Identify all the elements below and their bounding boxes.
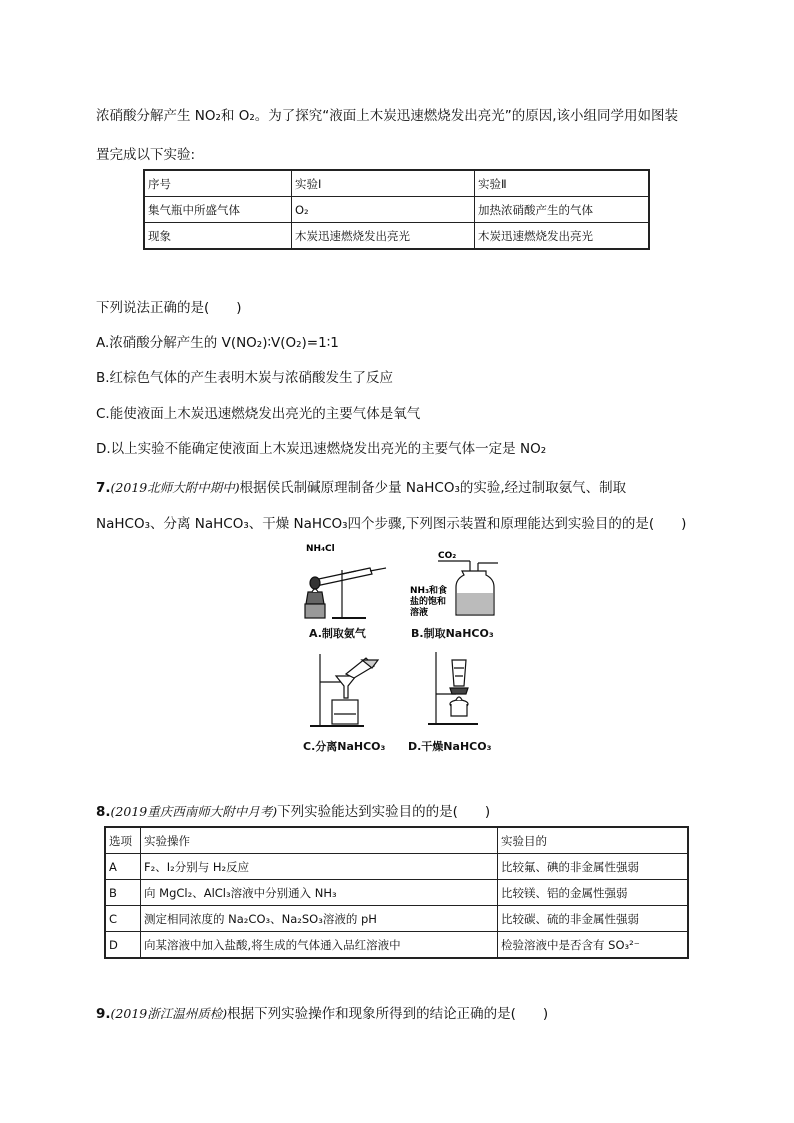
q6-option-d: D.以上实验不能确定使液面上木炭迅速燃烧发出亮光的主要气体一定是 NO₂ [96, 441, 547, 457]
figure-b-label-3: 溶液 [410, 608, 429, 618]
table-row [144, 170, 649, 197]
table-cell: 检验溶液中是否含有 SO₃²⁻ [498, 932, 689, 959]
intro-line-2: 置完成以下实验: [96, 147, 196, 163]
table-cell: 集气瓶中所盛气体 [144, 197, 292, 223]
table-cell: 木炭迅速燃烧发出亮光 [292, 223, 475, 250]
figure-b-label-2: 盐的饱和 [410, 597, 447, 607]
question-source: (2019重庆西南师大附中月考) [110, 804, 278, 819]
table-cell: 测定相同浓度的 Na₂CO₃、Na₂SO₃溶液的 pH [141, 906, 498, 932]
table-cell: 木炭迅速燃烧发出亮光 [475, 223, 650, 250]
table-cell: 实验目的 [498, 827, 689, 854]
table-cell: B [105, 880, 141, 906]
table-cell: O₂ [292, 197, 475, 223]
figure-c-caption: C.分离NaHCO₃ [303, 740, 386, 753]
table-row [105, 932, 688, 959]
question-source: (2019浙江温州质检) [110, 1006, 228, 1021]
q6-stem: 下列说法正确的是( ) [96, 300, 242, 316]
q8-stem [96, 800, 490, 820]
question-number: 8. [96, 804, 111, 820]
table-cell: C [105, 906, 141, 932]
table-cell: 比较碳、硫的非金属性强弱 [498, 906, 689, 932]
question-number: 9. [96, 1006, 111, 1022]
table-row [105, 906, 688, 932]
question-number: 7. [96, 480, 111, 496]
table-cell: 实验Ⅰ [292, 170, 475, 197]
table-cell: 比较镁、铝的金属性强弱 [498, 880, 689, 906]
figure-a-apparatus [296, 540, 396, 622]
figure-a-caption: A.制取氨气 [309, 627, 366, 640]
table-row [105, 880, 688, 906]
table-cell: 实验Ⅱ [475, 170, 650, 197]
q6-option-a: A.浓硝酸分解产生的 V(NO₂)∶V(O₂)=1∶1 [96, 335, 339, 351]
figure-d-caption: D.干燥NaHCO₃ [408, 740, 492, 753]
q6-option-b: B.红棕色气体的产生表明木炭与浓硝酸发生了反应 [96, 370, 394, 386]
q8-table [104, 826, 689, 959]
q6-option-c: C.能使液面上木炭迅速燃烧发出亮光的主要气体是氧气 [96, 406, 421, 422]
figure-b-gas-label: CO₂ [438, 551, 457, 561]
experiment-table [143, 169, 650, 250]
table-cell: 向某溶液中加入盐酸,将生成的气体通入品红溶液中 [141, 932, 498, 959]
intro-line-1: 浓硝酸分解产生 NO₂和 O₂。为了探究“液面上木炭迅速燃烧发出亮光”的原因,该小组同学用如图装 [96, 108, 679, 124]
table-cell: 现象 [144, 223, 292, 250]
figure-b-caption: B.制取NaHCO₃ [411, 627, 494, 640]
question-source: (2019北师大附中期中) [110, 480, 240, 495]
table-cell: F₂、I₂分别与 H₂反应 [141, 854, 498, 880]
q7-stem-line-1 [96, 476, 626, 496]
q9-stem [96, 1002, 548, 1022]
question-stem: 根据侯氏制碱原理制备少量 NaHCO₃的实验,经过制取氨气、制取 [239, 480, 627, 496]
figure-a-label: NH₄Cl [306, 544, 335, 554]
table-cell: A [105, 854, 141, 880]
table-cell: 实验操作 [141, 827, 498, 854]
question-stem: 下列实验能达到实验目的的是( ) [277, 804, 491, 820]
figure-b-apparatus [408, 547, 508, 623]
q7-stem-line-2: NaHCO₃、分离 NaHCO₃、干燥 NaHCO₃四个步骤,下列图示装置和原理能达到实验目的的是( ) [96, 516, 687, 532]
question-stem: 根据下列实验操作和现象所得到的结论正确的是( ) [227, 1006, 549, 1022]
table-cell: 比较氟、碘的非金属性强弱 [498, 854, 689, 880]
table-cell: 向 MgCl₂、AlCl₃溶液中分别通入 NH₃ [141, 880, 498, 906]
figure-b-label-1: NH₃和食 [410, 586, 448, 596]
table-cell: 序号 [144, 170, 292, 197]
table-cell: 选项 [105, 827, 141, 854]
table-row [105, 827, 688, 854]
table-row [105, 854, 688, 880]
table-cell: D [105, 932, 141, 959]
figure-d-apparatus [426, 648, 486, 730]
table-row [144, 223, 649, 250]
table-cell: 加热浓硝酸产生的气体 [475, 197, 650, 223]
figure-c-apparatus [306, 648, 386, 730]
table-row [144, 197, 649, 223]
